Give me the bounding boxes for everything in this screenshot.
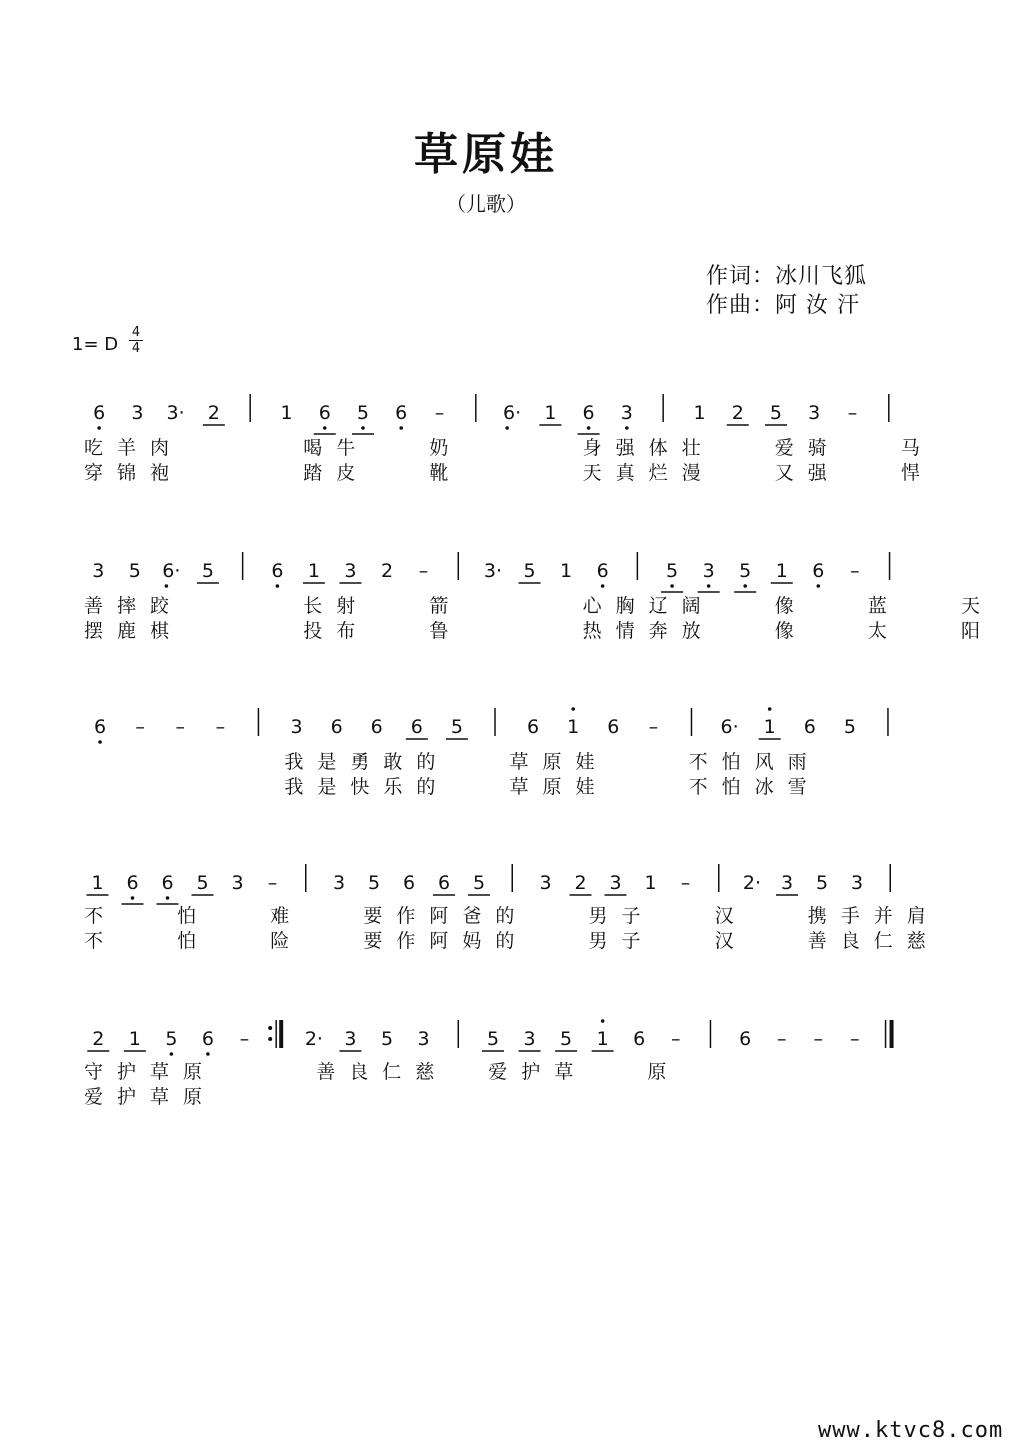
note: –: [850, 1028, 860, 1050]
octave-dot-below: [601, 584, 605, 588]
note: 3: [92, 560, 105, 582]
note: 6: [527, 716, 540, 738]
note: 5: [815, 872, 829, 894]
note: 1: [91, 872, 104, 894]
lyric-line: 不 怕 难 要作阿爸的 男子 汉 携手并肩: [84, 905, 940, 927]
note: –: [847, 402, 858, 424]
system-2: [84, 552, 994, 642]
note: 5: [356, 402, 370, 424]
note: –: [850, 560, 860, 582]
note: 6: [739, 1028, 752, 1050]
note: 1: [544, 402, 557, 424]
note: 3: [808, 402, 821, 424]
note: 3: [344, 560, 357, 582]
note: –: [680, 872, 691, 894]
note: 5: [165, 1028, 178, 1050]
system-5: [84, 1019, 892, 1108]
note: 5: [523, 560, 536, 582]
note: 5: [201, 560, 214, 582]
lyric-line: 我是勇敢的 草原娃 不怕风雨: [84, 751, 821, 773]
note: –: [135, 716, 145, 738]
lyric-line: 穿锦袍 踏皮 靴 天真烂漫 又强 悍: [84, 462, 934, 484]
note: 3·: [166, 402, 185, 424]
note: 1: [560, 560, 573, 582]
note: 2: [380, 560, 394, 582]
octave-dot-below: [743, 584, 747, 588]
octave-dot-below: [98, 740, 102, 744]
lyric-line: 吃羊肉 喝牛 奶 身强体壮 爱骑 马: [84, 437, 934, 459]
note: 6: [330, 716, 343, 738]
note: 2·: [304, 1028, 323, 1050]
note: 1: [763, 716, 776, 738]
repeat-dot: [268, 1037, 272, 1041]
octave-dot-below: [625, 426, 629, 430]
octave-dot-below: [206, 1052, 210, 1056]
note: 6: [803, 716, 816, 738]
note: 5: [450, 716, 463, 738]
note: 1: [596, 1028, 609, 1050]
octave-dot-below: [399, 426, 403, 430]
note: 3: [620, 402, 633, 424]
octave-dot-below: [97, 426, 101, 430]
song-title: 草原娃: [414, 129, 558, 180]
note: 1: [693, 402, 706, 424]
octave-dot-above: [768, 707, 772, 711]
note: 6: [812, 560, 825, 582]
note: 6: [93, 402, 106, 424]
note: 6: [318, 402, 331, 424]
lyricist: 作词：冰川飞狐: [706, 264, 868, 289]
note: 1: [644, 872, 657, 894]
note: 6: [395, 402, 408, 424]
note: 3: [850, 872, 864, 894]
note: 6: [201, 1028, 214, 1050]
note: 2·: [742, 872, 762, 894]
note: 3: [702, 560, 715, 582]
octave-dot-below: [587, 426, 591, 430]
repeat-dot: [268, 1026, 272, 1030]
note: 3: [231, 872, 244, 894]
note: 1: [307, 560, 320, 582]
lyric-line: 守护草原 善良仁慈 爱护草 原: [84, 1061, 681, 1083]
note: –: [776, 1028, 787, 1050]
note: 6: [596, 560, 609, 582]
time-bottom: 4: [131, 341, 141, 356]
note: 5: [666, 560, 679, 582]
note: 3: [780, 872, 794, 894]
note: 3: [539, 872, 552, 894]
note: 6: [607, 716, 620, 738]
note: 6: [161, 872, 174, 894]
note: –: [648, 716, 659, 738]
octave-dot-above: [601, 1019, 605, 1023]
song-subtitle: （儿歌）: [446, 192, 526, 216]
note: 5: [128, 560, 141, 582]
octave-dot-below: [505, 426, 509, 430]
note: 6·: [720, 716, 739, 738]
note: 6: [437, 872, 451, 894]
octave-dot-below: [276, 584, 280, 588]
note: 3: [332, 872, 346, 894]
note: 6: [633, 1028, 646, 1050]
note: 5: [560, 1028, 573, 1050]
octave-dot-below: [816, 584, 820, 588]
key-signature: 1= D: [72, 334, 119, 355]
note: 3: [523, 1028, 536, 1050]
note: 5: [472, 872, 486, 894]
note: 1: [775, 560, 788, 582]
note: 3: [344, 1028, 357, 1050]
note: 1: [280, 402, 293, 424]
note: 6·: [162, 560, 181, 582]
note: 6: [94, 716, 107, 738]
octave-dot-below: [323, 426, 327, 430]
watermark: www.ktvc8.com: [818, 1418, 1004, 1443]
note: 5: [380, 1028, 394, 1050]
note: 2: [574, 872, 587, 894]
note: 6: [370, 716, 383, 738]
note: 1: [128, 1028, 141, 1050]
lyric-line: 摆鹿棋 投布 鲁 热情奔放 像 太 阳: [84, 620, 994, 642]
note: 2: [207, 402, 220, 424]
note: 6: [410, 716, 423, 738]
lyric-line: 不 怕 险 要作阿妈的 男子 汉 善良仁慈: [84, 930, 940, 952]
octave-dot-below: [361, 426, 365, 430]
note: 5: [769, 402, 783, 424]
note: –: [239, 1028, 250, 1050]
note: 3·: [483, 560, 503, 582]
octave-dot-below: [131, 896, 135, 900]
system-4: [84, 864, 940, 952]
note: 5: [739, 560, 752, 582]
system-1: [84, 394, 934, 484]
octave-dot-below: [166, 896, 170, 900]
note: –: [434, 402, 445, 424]
note: 2: [731, 402, 744, 424]
time-top: 4: [131, 325, 141, 340]
octave-dot-above: [571, 707, 575, 711]
note: –: [813, 1028, 824, 1050]
note: 5: [843, 716, 856, 738]
note: 5: [367, 872, 381, 894]
lyric-line: 善摔跤 长射 箭 心胸辽阔 像 蓝 天: [84, 595, 994, 617]
note: 3: [609, 872, 622, 894]
note: –: [175, 716, 185, 738]
note: 3: [417, 1028, 430, 1050]
composer: 作曲：阿 汝 汗: [706, 293, 860, 318]
note: 6: [126, 872, 139, 894]
note: 2: [92, 1028, 105, 1050]
system-3: [84, 707, 888, 798]
note: 6: [402, 872, 416, 894]
note: –: [267, 872, 278, 894]
note: 6·: [503, 402, 522, 424]
note: –: [670, 1028, 681, 1050]
note: 6: [271, 560, 284, 582]
note: –: [418, 560, 429, 582]
lyric-line: 爱护草原: [84, 1086, 217, 1108]
octave-dot-below: [707, 584, 711, 588]
octave-dot-below: [670, 584, 674, 588]
note: 3: [290, 716, 303, 738]
octave-dot-below: [165, 584, 169, 588]
lyric-line: 我是快乐的 草原娃 不怕冰雪: [84, 776, 821, 798]
note: 5: [196, 872, 209, 894]
octave-dot-below: [170, 1052, 174, 1056]
note: 6: [582, 402, 595, 424]
note: 3: [131, 402, 144, 424]
note: 1: [567, 716, 580, 738]
note: 5: [486, 1028, 500, 1050]
note: –: [215, 716, 226, 738]
